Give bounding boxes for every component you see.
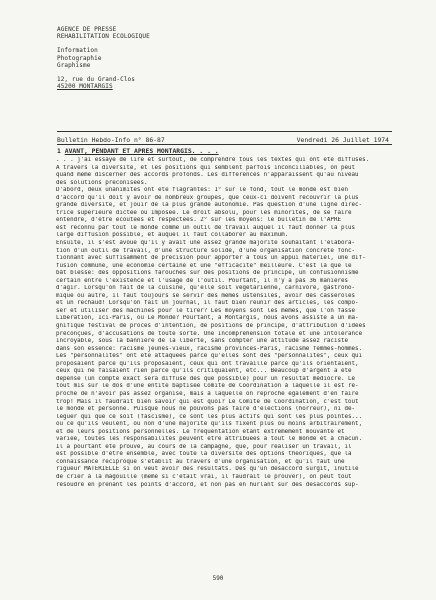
top-divider xyxy=(57,131,392,132)
section-number: 1 xyxy=(57,147,61,155)
body-line: fusion commune, une économie certaine et une "efficacité" meilleure. C'est là que le xyxy=(56,262,352,269)
body-line: tout mis sur le dos d'une entité baptisée Comité de Coordination à laquelle il est re- xyxy=(56,383,359,390)
body-line: proposaient parce qu'ils proposaient, ceux qui ont travaillé parce qu'ils orientaient, xyxy=(56,360,359,367)
body-line: tionnant avec suffisamment de précision pour apporter à tous un appui matériel, une dif- xyxy=(56,255,366,262)
bulletin-divider xyxy=(57,144,392,145)
body-line: ceux qui ne faisaient rien parce qu'ils critiquaient, etc... Beaucoup d'argent a été xyxy=(56,368,352,375)
body-line: des solutions préconisées. xyxy=(56,179,148,186)
body-line: . . . j'ai essayé de lire et surtout, de comprendre tous les textes qui ont été diffusés. xyxy=(56,157,370,163)
section-heading xyxy=(57,147,219,155)
body-line: entendre, d'être écoutées et respectées. 2° sur les moyens: le bulletin de l'APRE xyxy=(56,217,341,224)
body-line: résoudre en prenant les points d'accord, et non pas en hurlant sur des désaccords sup- xyxy=(56,481,359,488)
body-line: A travers la diversité, et les positions qui semblent parfois inconciliables, on peut xyxy=(56,164,356,171)
bulletin-date: Vendredi 26 Juillet 1974 xyxy=(296,136,389,144)
body-line: D'abord, deux unanimités ont été flagrantes: 1° sur le fond, tout le monde est bien xyxy=(56,187,349,194)
body-line: Ensuite, il s'est avoué qu'il y avait une assez grande majorité souhaitant l'élabora- xyxy=(56,240,356,247)
address-city: 45200 MONTARGIS xyxy=(57,83,113,91)
body-line: incroyable, sous la bannière de la liberté, sans compter une attitude assez raciste xyxy=(56,338,349,345)
letterhead xyxy=(57,26,150,90)
body-line: et un réchaud! Lorsqu'on fait un journal, il faut bien réunir des articles, les compo- xyxy=(56,300,359,307)
body-line: trice supérieure dictée ou imposée. Le droit absolu, pour les minorités, de se faire xyxy=(56,209,352,216)
service-information: Information xyxy=(57,47,98,55)
body-line: préconçues, d'accusations de toute sorte. Une incompréhension totale et une intolérance xyxy=(56,330,363,337)
body-line: dépensé (un compte exact sera diffusé dès que possible) pour un résultat médiocre. Le xyxy=(56,375,356,382)
org-name-line-2: REHABILITATION ECOLOGIQUE xyxy=(57,33,150,41)
body-line: proché de n'avoir pas assez organisé, mais à laquelle on reproche également d'en faire xyxy=(56,390,359,397)
body-line: Il a pourtant été prouvé, au cours de la campagne, que, pour réaliser un travail, il xyxy=(56,443,352,450)
body-line: connaissance réciproque s'établit au travers d'une organisation, et qu'il faut une xyxy=(56,458,345,465)
body-line: ou ce qu'ils veulent, ou non d'une majorité qu'ils fixent plus ou moins arbitrairement, xyxy=(56,421,363,428)
article-body xyxy=(56,157,398,489)
address-street: 12, rue du Grand-Clos xyxy=(57,76,135,84)
body-line: ser et utiliser des machines pour le tirer? Les moyens sont les mêmes, que l'on fasse xyxy=(56,307,356,314)
body-line: dans son essence: racisme jeunes-vieux, racisme provinces-Paris, racisme femmes-hommes. xyxy=(56,345,363,352)
body-line: bât blesse: des oppositions farouches sur des positions de principe, un confusionnisme xyxy=(56,270,359,277)
body-line: Les "personnalités" ont été attaquées parce qu'elles sont des "personnalités", ceux qui xyxy=(56,353,363,360)
body-line: quand même discerner des accords profonds. Les différences n'apparaissent qu'au niveau xyxy=(56,172,359,179)
body-line: d'agir. Lorsqu'on fait de la cuisine, qu'elle soit végétarienne, carnivore, gastrono- xyxy=(56,285,356,292)
body-line: d'accord qu'il doit y avoir de nombreux groupes, que ceux-ci doivent recouvrir la plus xyxy=(56,194,359,201)
body-line: le monde et personne. Puisque nous ne pouvons pas faire d'élections (horreur), ni dé- xyxy=(56,406,356,413)
body-line: variée, toutes les responsabilités peuvent être attribuées à tout le monde et à chacun. xyxy=(56,436,363,443)
body-line: et de leurs positions personnelles. Le fréquentation étant extrêmement mouvante et xyxy=(56,428,345,435)
body-line: trop! Mais il faudrait bien savoir qui est quoi? Le Comité de Coordination, c'est tout xyxy=(56,398,359,405)
body-line: de crier à la magouille (même si c'était vrai, il faudrait le prouver), on peut tout xyxy=(56,473,352,480)
bulletin-ref: Bulletin Hebdo-Info n° 86-87 xyxy=(57,136,165,144)
service-photographie: Photographie xyxy=(57,54,102,62)
body-line: grande diversité, et jouir de la plus grande autonomie. Pas question d'une ligne direc- xyxy=(56,202,363,209)
body-line: mique ou autre, il faut toujours se servir des mêmes ustensiles, avoir des casseroles xyxy=(56,292,356,299)
body-line: gnifique festival de procès d'intention, de positions de principe, d'attribution d'idées xyxy=(56,323,366,330)
body-line: léguer qui que ce soit (fascisme), ce sont les plus actifs qui sont les plus pointés... xyxy=(56,413,363,420)
body-line: rigueur MATERIELLE si on veut avoir des résultats. Dès qu'un désaccord surgit, inutile xyxy=(56,466,359,473)
page-number: 590 xyxy=(212,575,224,582)
body-line: large diffusion possible, et auquel il faut collaborer au maximum. xyxy=(56,232,289,239)
body-line: tion d'un outil de travail, d'une structure solide, d'une organisation concrète fonc- xyxy=(56,247,356,254)
body-line: certain entre l'existence et l'usage de l'outil. Pourtant, il n'y a pas 36 manières xyxy=(56,277,349,284)
section-title: AVANT, PENDANT ET APRES MONTARGIS. . . . xyxy=(64,147,219,155)
body-line: Libération, Ici-Paris, ou Le Monde? Pourtant, à Montargis, nous avons assisté à un ma- xyxy=(56,315,359,322)
org-name-line-1: AGENCE DE PRESSE xyxy=(57,26,117,33)
bulletin-line xyxy=(57,136,389,144)
body-line: est reconnu par tout le monde comme un outil de travail auquel il faut donner la plus xyxy=(56,224,356,231)
service-graphisme: Graphisme xyxy=(57,61,91,69)
body-line: est possible d'être ensemble, avec toute la diversité des options théoriques, que la xyxy=(56,451,352,458)
